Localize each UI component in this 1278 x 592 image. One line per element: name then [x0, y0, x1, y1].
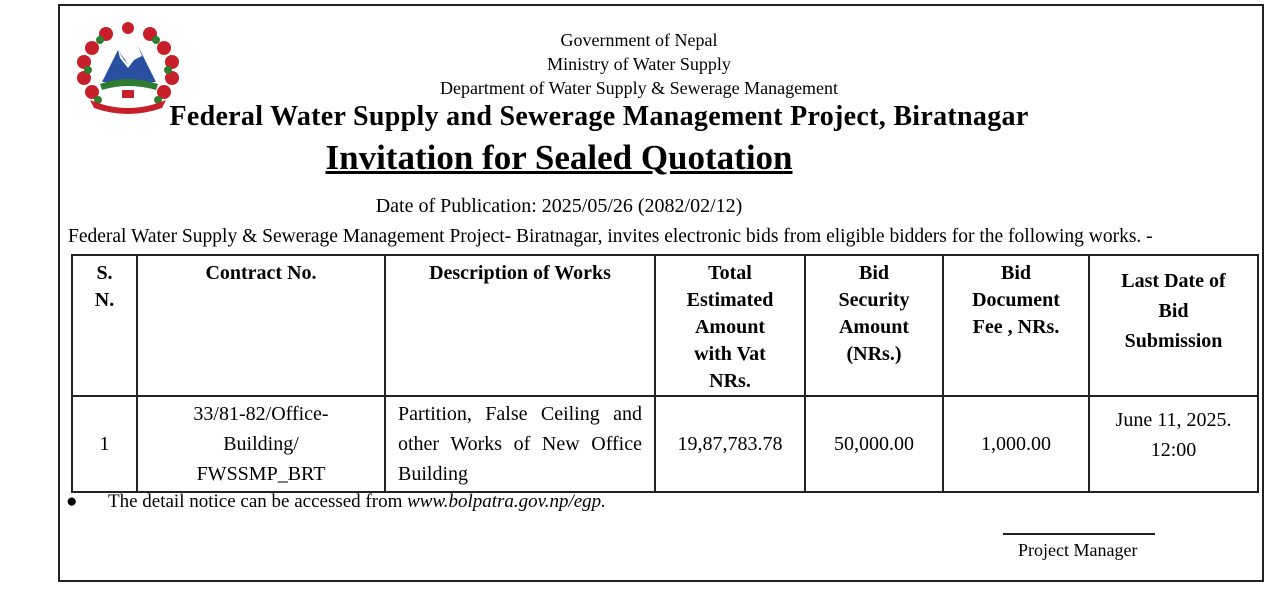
cell-description: Partition, False Ceiling and other Works of New Office Building: [385, 396, 655, 492]
government-line: Government of Nepal: [560, 30, 718, 50]
header-description: Description of Works: [385, 255, 655, 396]
header-contract: Contract No.: [137, 255, 385, 396]
signature-line: [1003, 533, 1155, 535]
intro-text: Federal Water Supply & Sewerage Management Project- Biratnagar, invites electronic bids from eligible bidders for the following works. -: [68, 226, 1153, 247]
government-heading: [0, 28, 1278, 100]
cell-total-amount: 19,87,783.78: [655, 396, 805, 492]
header-bid-security: Bid Security Amount (NRs.): [805, 255, 943, 396]
works-table: [71, 254, 1259, 493]
notice-title: Invitation for Sealed Quotation: [325, 138, 793, 177]
publication-date: Date of Publication: 2025/05/26 (2082/02/12): [375, 195, 743, 217]
ministry-line: Ministry of Water Supply: [547, 54, 731, 74]
cell-document-fee: 1,000.00: [943, 396, 1089, 492]
department-line: Department of Water Supply & Sewerage Management: [439, 78, 839, 98]
detail-note: [66, 491, 606, 513]
project-title: Federal Water Supply and Sewerage Management Project, Biratnagar: [169, 101, 1029, 132]
cell-sn: 1: [72, 396, 137, 492]
header-last-date: Last Date of Bid Submission: [1089, 255, 1258, 396]
bullet-icon: ●: [66, 491, 78, 512]
signature-title: Project Manager: [1018, 540, 1138, 560]
table-header-row: [72, 255, 1258, 396]
header-total-amount: Total Estimated Amount with Vat NRs.: [655, 255, 805, 396]
header-document-fee: Bid Document Fee , NRs.: [943, 255, 1089, 396]
cell-last-date: June 11, 2025. 12:00: [1089, 396, 1258, 492]
note-text: The detail notice can be accessed from: [108, 491, 408, 512]
cell-contract: 33/81-82/Office- Building/ FWSSMP_BRT: [137, 396, 385, 492]
header-sn: S. N.: [72, 255, 137, 396]
bolpatra-link[interactable]: www.bolpatra.gov.np/egp.: [407, 491, 606, 512]
cell-bid-security: 50,000.00: [805, 396, 943, 492]
table-row: [72, 396, 1258, 492]
